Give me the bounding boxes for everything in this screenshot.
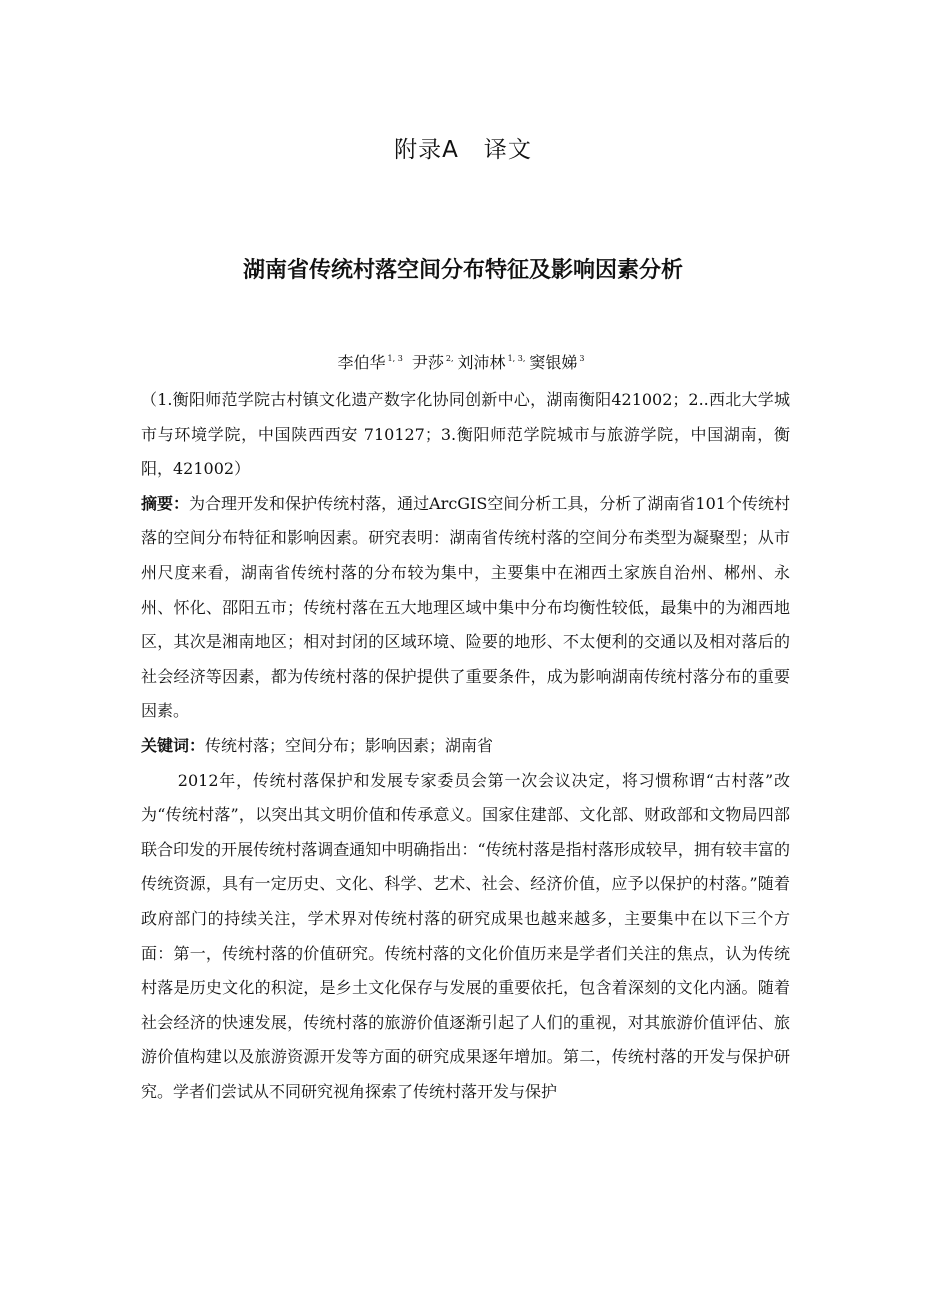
abstract-label: 摘要： — [141, 493, 190, 513]
abstract-text: 为合理开发和保护传统村落，通过ArcGIS空间分析工具，分析了湖南省101个传统村落的空间分布特征和影响因素。研究表明：湖南省传统村落的空间分布类型为凝聚型；从市州尺度来看，湖南省传统村落的分布较为集中，主要集中在湘西土家族自治州、郴州、永州、怀化、邵阳五市；传统村落在五大地理区域中集中分布均衡性较低，最集中的为湘西地区，其次是湘南地区；相对封闭的区域环境、险要的地形、不太便利的交通以及相对落后的社会经济等因素，都为传统村落的保护提供了重要条件，成为影响湖南传统村落分布的重要因素。 — [141, 493, 790, 721]
author-affiliation-mark: 1, 3, — [507, 354, 526, 363]
affiliation: （1.衡阳师范学院古村镇文化遗产数字化协同创新中心，湖南衡阳421002；2..西北大学城市与环境学院，中国陕西西安 710127；3.衡阳师范学院城市与旅游学院，中国湖南，衡阳，421002） — [141, 390, 790, 479]
keywords-label: 关键词： — [141, 735, 206, 755]
appendix-title: 附录A 译文 — [394, 137, 532, 163]
author-affiliation-mark: 1, 3 — [387, 354, 403, 363]
author-affiliation-mark: 3 — [579, 354, 585, 363]
keywords-text: 传统村落；空间分布；影响因素；湖南省 — [205, 735, 494, 755]
author-affiliation-mark: 2, — [445, 354, 454, 363]
abstract — [141, 487, 790, 729]
author-name: 尹莎 — [411, 353, 444, 372]
keywords — [141, 729, 790, 764]
author-list — [0, 346, 926, 376]
body-paragraph: 2012年，传统村落保护和发展专家委员会第一次会议决定，将习惯称谓“古村落”改为“传统村落”，以突出其文明价值和传承意义。国家住建部、文化部、财政部和文物局四部联合印发的开展传统村落调查通知中明确指出：“传统村落是指村落形成较早，拥有较丰富的传统资源，具有一定历史、文化、科学、艺术、社会、经济价值，应予以保护的村落。”随着政府部门的持续关注，学术界对传统村落的研究成果也越来越多，主要集中在以下三个方面：第一，传统村落的价值研究。传统村落的文化价值历来是学者们关注的焦点，认为传统村落是历史文化的积淀，是乡土文化保存与发展的重要依托，包含着深刻的文化内涵。随着社会经济的快速发展，传统村落的旅游价值逐渐引起了人们的重视，对其旅游价值评估、旅游价值构建以及旅游资源开发等方面的研究成果逐年增加。第二，传统村落的开发与保护研究。学者们尝试从不同研究视角探索了传统村落开发与保护 — [141, 770, 790, 1101]
author-name: 刘沛林 — [457, 353, 506, 372]
author-name: 窦银娣 — [529, 353, 578, 372]
paper-body — [141, 383, 790, 1109]
paper-title: 湖南省传统村落空间分布特征及影响因素分析 — [242, 258, 683, 283]
author-name: 李伯华 — [337, 353, 386, 372]
